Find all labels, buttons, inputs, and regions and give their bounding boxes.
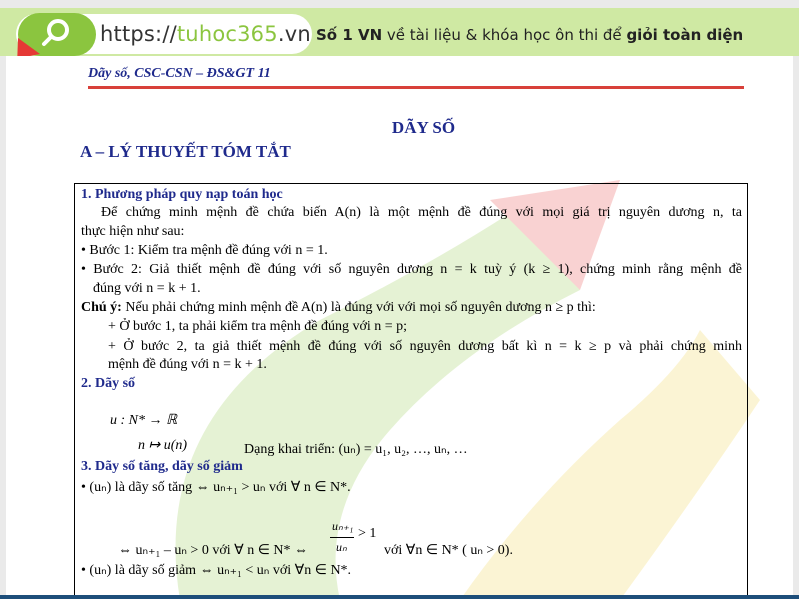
fraction-numerator: uₙ₊₁ bbox=[332, 519, 354, 533]
bullet-step-2: • Bước 2: Giả thiết mệnh đề đúng với số nguyên dương n = k tuỳ ý (k ≥ 1), chứng minh rằng mệnh đề bbox=[81, 262, 742, 277]
decreasing-definition: • (uₙ) là dãy số giảm ⇔ uₙ₊₁ < uₙ với ∀n ∈ N*. bbox=[81, 563, 352, 578]
increasing-definition: • (uₙ) là dãy số tăng ⇔ uₙ₊₁ > uₙ với ∀ n ∈ N*. bbox=[81, 480, 351, 495]
fraction-denominator: uₙ bbox=[336, 540, 347, 554]
note-item-1: + Ở bước 1, ta phải kiểm tra mệnh đề đúng với n = p; bbox=[108, 319, 408, 334]
fraction-bar bbox=[330, 537, 354, 538]
subsection-heading-2: 2. Dãy số bbox=[81, 376, 136, 391]
formula-mapping-rule: n ↦ u(n) bbox=[138, 438, 188, 453]
formula-mapping: u : N* → ℝ bbox=[110, 413, 178, 428]
subsection-heading-3: 3. Dãy số tăng, dãy số giảm bbox=[81, 459, 243, 474]
note-item-2: + Ở bước 2, ta giả thiết mệnh đề đúng với số nguyên dương bất kì n = k ≥ p và phải chứng minh bbox=[108, 339, 742, 354]
note-item-2-cont: mệnh đề đúng với n = k + 1. bbox=[108, 357, 267, 372]
page-title: DÃY SỐ bbox=[391, 118, 456, 137]
bullet-step-2-cont: đúng với n = k + 1. bbox=[93, 281, 201, 296]
bullet-step-1: • Bước 1: Kiểm tra mệnh đề đúng với n = 1. bbox=[81, 243, 328, 258]
section-heading: A – LÝ THUYẾT TÓM TẮT bbox=[80, 142, 291, 161]
document-running-header: Dãy số, CSC-CSN – ĐS&GT 11 bbox=[88, 66, 271, 81]
paragraph-line: Để chứng minh mệnh đề chứa biến A(n) là một mệnh đề đúng với mọi giá trị nguyên dương n, ta bbox=[101, 205, 742, 220]
note-line: Chú ý: Nếu phải chứng minh mệnh đề A(n) là đúng với với mọi số nguyên dương n ≥ p thì: bbox=[81, 300, 596, 315]
header-rule bbox=[88, 86, 744, 89]
expansion-form: Dạng khai triển: (uₙ) = u₁, u₂, …, uₙ, … bbox=[244, 442, 468, 457]
paragraph-line: thực hiện như sau: bbox=[81, 224, 185, 239]
site-tagline: Số 1 VN về tài liệu & khóa học ôn thi để giỏi toàn diện bbox=[316, 26, 744, 44]
equivalence-line: ⇔ uₙ₊₁ – uₙ > 0 với ∀ n ∈ N* ⇔ bbox=[118, 543, 308, 558]
fraction-comparison: > 1 bbox=[358, 526, 377, 541]
subsection-heading-1: 1. Phương pháp quy nạp toán học bbox=[81, 187, 283, 202]
equivalence-tail: với ∀n ∈ N* ( uₙ > 0). bbox=[384, 543, 513, 558]
site-url[interactable]: https://tuhoc365.vn bbox=[100, 22, 311, 46]
bottom-bar bbox=[0, 595, 799, 599]
